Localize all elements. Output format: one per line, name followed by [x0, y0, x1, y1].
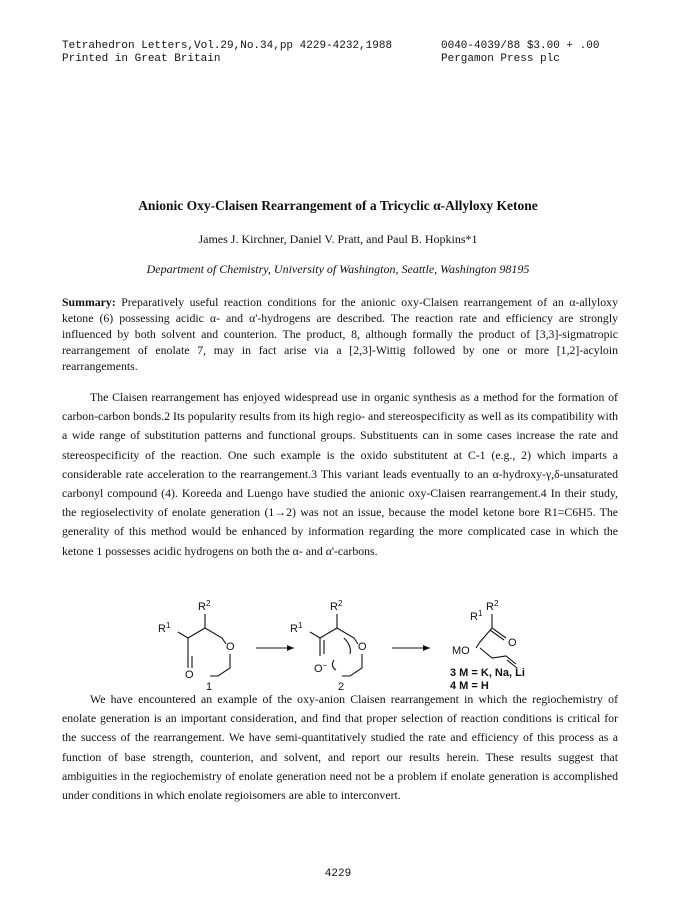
page-number: 4229	[324, 868, 352, 880]
r1-label-1: $R^1$	[158, 621, 171, 635]
r1-label-3: $R^1$	[470, 609, 483, 623]
ketone-oxygen-3: O	[508, 637, 517, 649]
compound-3-label: 3 M = K, Na, Li	[450, 667, 525, 679]
body-paragraph-2: We have encountered an example of the oxy-anion Claisen rearrangement in which the regiochemistry of enolate generation is an important consideration, and find that proper selection of reaction conditions is critical for the success of the rearrangement. We have semi-quantitatively studied the rate and efficiency of this process as a function of base strength, counterion, and solvent, and report our results herein. These results suggest that ambiguities in the regiochemistry of enolate generation need not be a problem if enolate generation is accomplished under conditions in which enolate regioisomers are able to interconvert.	[62, 692, 618, 803]
summary-label: Summary:	[62, 295, 116, 309]
compound-1-label: 1	[206, 681, 213, 690]
journal-header-right	[441, 40, 599, 66]
affiliation: Department of Chemistry, University of Washington, Seattle, Washington 98195	[146, 262, 530, 276]
article-title: Anionic Oxy-Claisen Rearrangement of a Tricyclic α-Allyloxy Ketone	[138, 198, 538, 213]
r2-label-1: $R^2$	[198, 599, 211, 613]
mo-label-3: MO	[452, 645, 470, 657]
ether-oxygen-2: O	[358, 641, 367, 653]
publisher: Pergamon Press plc	[441, 53, 560, 65]
summary-block	[62, 294, 618, 374]
r2-label-2: $R^2$	[330, 599, 343, 613]
body-paragraph-1: The Claisen rearrangement has enjoyed widespread use in organic synthesis as a method for the formation of carbon-carbon bonds.2 Its popularity results from its high regio- and stereospecificity as well as its compatibility with a wide range of substitution patterns and functional groups. Substituents can in some cases increase the rate and stereospecificity of the reaction. One such example is the oxido substitutent at C-1 (e.g., 2) which imparts a considerable rate acceleration to the rearrangement.3 This variant leads eventually to an α-hydroxy-γ,δ-unsaturated carbonyl compound (4). Koreeda and Luengo have studied the anionic oxy-Claisen rearrangement.4 In their study, the regioselectivity of enolate generation (1→2) was not an issue, because the model ketone bore R1=C6H5. The generality of this method would be enhanced by information regarding the more complicated case in which the ketone 1 possesses acidic hydrogens on both the α- and α'-carbons.	[62, 390, 618, 558]
summary-text: Preparatively useful reaction conditions for the anionic oxy-Claisen rearrangement of an α-allyloxy ketone (6) possessing acidic α- and α'-hydrogens are described. The reaction rate and efficiency are strongly influenced by both solvent and counterion. The product, 8, although formally the product of [3,3]-sigmatropic rearrangement of enolate 7, may in fact arise via a [2,3]-Wittig followed by one or more [1,2]-acyloin rearrangements.	[62, 295, 618, 373]
compound-1-structure	[158, 599, 235, 690]
compound-3-structure	[452, 599, 517, 668]
author-list: James J. Kirchner, Daniel V. Pratt, and Paul B. Hopkins*1	[198, 232, 478, 246]
journal-citation: Tetrahedron Letters,Vol.29,No.34,pp 4229-4232,1988	[62, 40, 393, 52]
journal-header-left	[62, 40, 392, 66]
carbonyl-oxygen-1: O	[185, 669, 194, 681]
oxide-oxygen-2: O−	[314, 661, 328, 675]
ether-oxygen-1: O	[226, 641, 235, 653]
issn-price: 0040-4039/88 $3.00 + .00	[441, 40, 600, 52]
compound-2-structure	[290, 599, 367, 690]
compound-4-label: 4 M = H	[450, 680, 489, 690]
compound-2-label: 2	[338, 681, 345, 690]
r2-label-3: $R^2$	[486, 599, 499, 613]
r1-label-2: $R^1$	[290, 621, 303, 635]
reaction-scheme	[130, 598, 550, 690]
printed-in: Printed in Great Britain	[62, 53, 221, 65]
